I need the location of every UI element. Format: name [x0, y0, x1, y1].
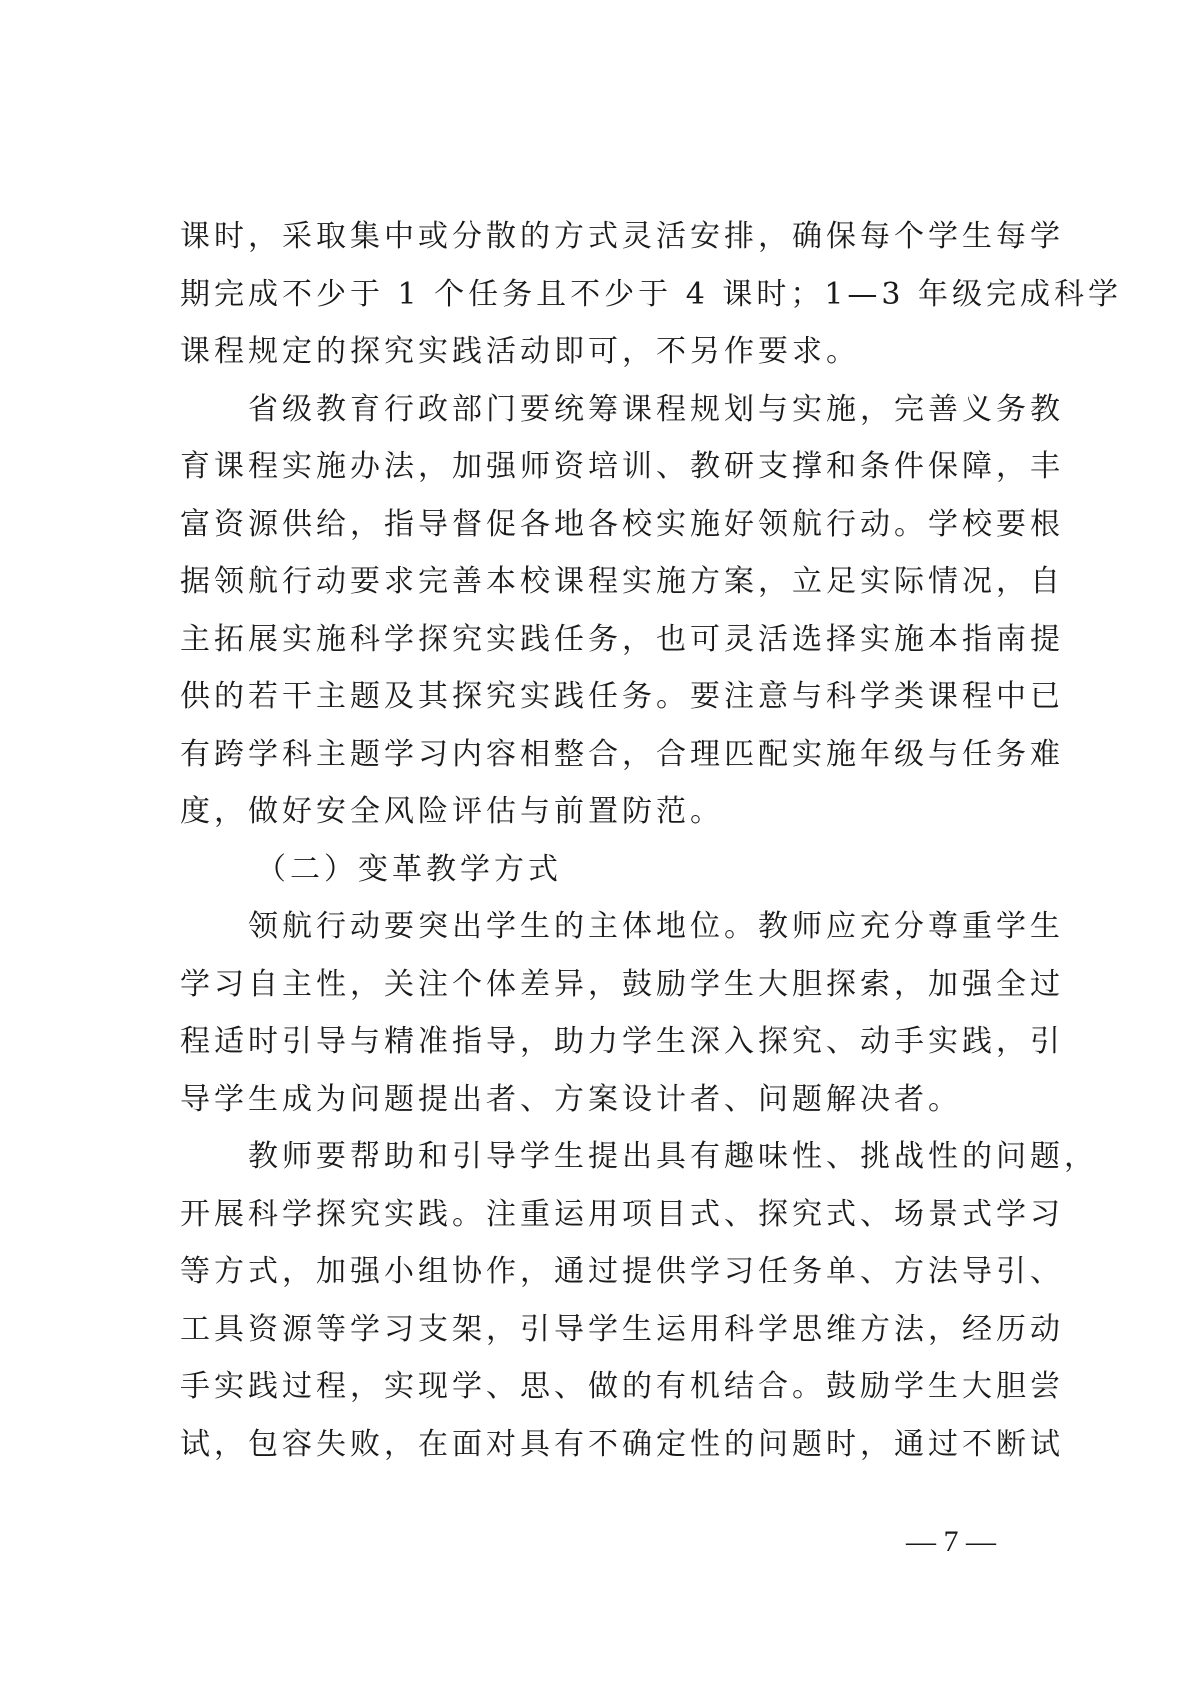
page-number: — 7 — [906, 1525, 996, 1558]
body-text-line: 富资源供给，指导督促各地各校实施好领航行动。学校要根 [180, 506, 1064, 542]
body-text-line: 导学生成为问题提出者、方案设计者、问题解决者。 [180, 1081, 962, 1117]
body-text-line: 主拓展实施科学探究实践任务，也可灵活选择实施本指南提 [180, 621, 1064, 657]
body-text-line: 工具资源等学习支架，引导学生运用科学思维方法，经历动 [180, 1311, 1064, 1347]
paragraph-first-line: 教师要帮助和引导学生提出具有趣味性、挑战性的问题， [248, 1139, 1098, 1174]
body-text-line: 等方式，加强小组协作，通过提供学习任务单、方法导引、 [180, 1254, 1064, 1289]
body-text-line: 有跨学科主题学习内容相整合，合理匹配实施年级与任务难 [180, 736, 1064, 772]
paragraph-first-line: 省级教育行政部门要统筹课程规划与实施，完善义务教 [248, 391, 1064, 427]
section-heading: （二）变革教学方式 [256, 851, 562, 887]
body-text-line: 试，包容失败，在面对具有不确定性的问题时，通过不断试 [180, 1426, 1064, 1462]
document-body [180, 208, 1123, 1473]
body-text-line: 期完成不少于 1 个任务且不少于 4 课时；1—3 年级完成科学 [180, 276, 1123, 312]
body-text-line: 供的若干主题及其探究实践任务。要注意与科学类课程中已 [180, 679, 1064, 714]
body-text-line: 学习自主性，关注个体差异，鼓励学生大胆探索，加强全过 [180, 966, 1064, 1002]
body-text-line: 课时，采取集中或分散的方式灵活安排，确保每个学生每学 [180, 219, 1064, 254]
body-text-line: 度，做好安全风险评估与前置防范。 [180, 794, 724, 829]
body-text-line: 开展科学探究实践。注重运用项目式、探究式、场景式学习 [180, 1196, 1064, 1232]
body-text-line: 手实践过程，实现学、思、做的有机结合。鼓励学生大胆尝 [180, 1369, 1064, 1404]
body-text-line: 程适时引导与精准指导，助力学生深入探究、动手实践，引 [180, 1024, 1064, 1059]
body-text-line: 课程规定的探究实践活动即可，不另作要求。 [180, 334, 860, 369]
paragraph-first-line: 领航行动要突出学生的主体地位。教师应充分尊重学生 [248, 909, 1064, 944]
body-text-line: 据领航行动要求完善本校课程实施方案，立足实际情况，自 [180, 564, 1064, 599]
body-text-line: 育课程实施办法，加强师资培训、教研支撑和条件保障，丰 [180, 449, 1064, 484]
